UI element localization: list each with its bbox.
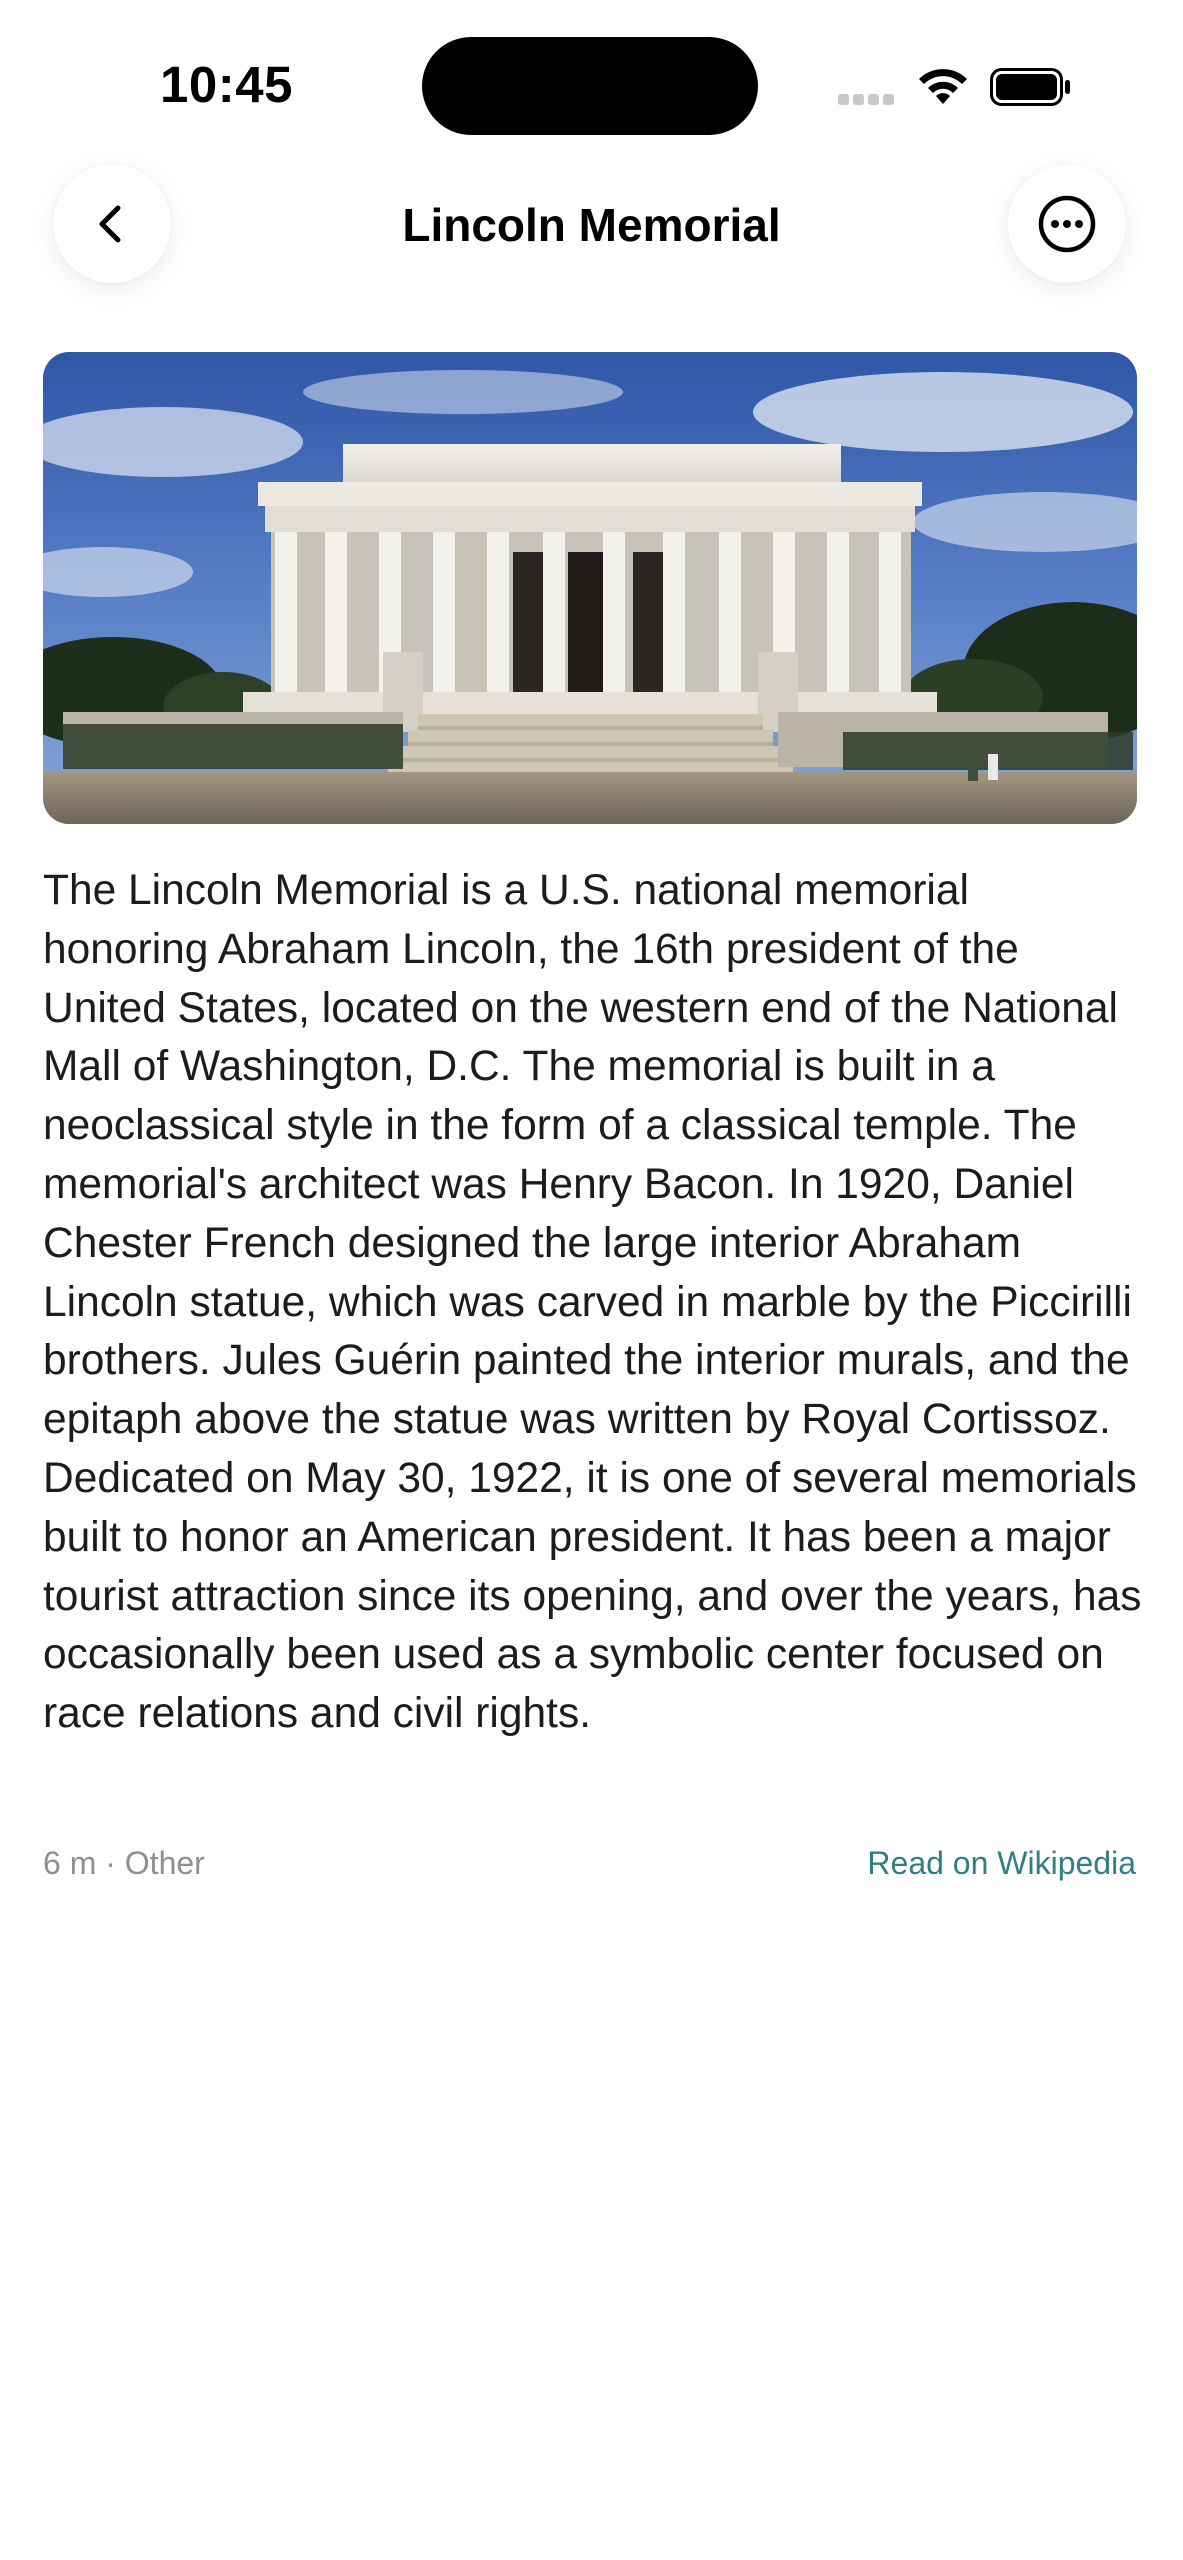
cellular-signal-icon (838, 92, 898, 106)
navigation-bar (0, 150, 1183, 300)
read-on-wikipedia-link[interactable]: Read on Wikipedia (867, 1845, 1136, 1881)
distance-category-label: 6 m · Other (43, 1845, 205, 1881)
hero-image (43, 352, 1137, 824)
wifi-icon (917, 66, 969, 106)
page-title: Lincoln Memorial (402, 199, 781, 251)
dynamic-island (422, 37, 758, 135)
ellipsis-circle-icon (1037, 194, 1097, 254)
status-bar (0, 0, 1183, 150)
more-options-button[interactable] (1008, 165, 1126, 283)
article-description: The Lincoln Memorial is a U.S. national memorial honoring Abraham Lincoln, the 16th president of the United States, located on the western end of the National Mall of Washington, D.C. The memorial is built in a neoclassical style in the form of a classical temple. The memorial's architect was Henry Bacon. In 1920, Daniel Chester French designed the large interior Abraham Lincoln statue, which was carved in marble by the Piccirilli brothers. Jules Guérin painted the interior murals, and the epitaph above the statue was written by Royal Cortissoz. Dedicated on May 30, 1922, it is one of several memorials built to honor an American president. It has been a major tourist attraction since its opening, and over the years, has occasionally been used as a symbolic center focused on race relations and civil rights. (43, 867, 1142, 1738)
status-time: 10:45 (160, 56, 293, 113)
battery-icon (990, 68, 1072, 106)
